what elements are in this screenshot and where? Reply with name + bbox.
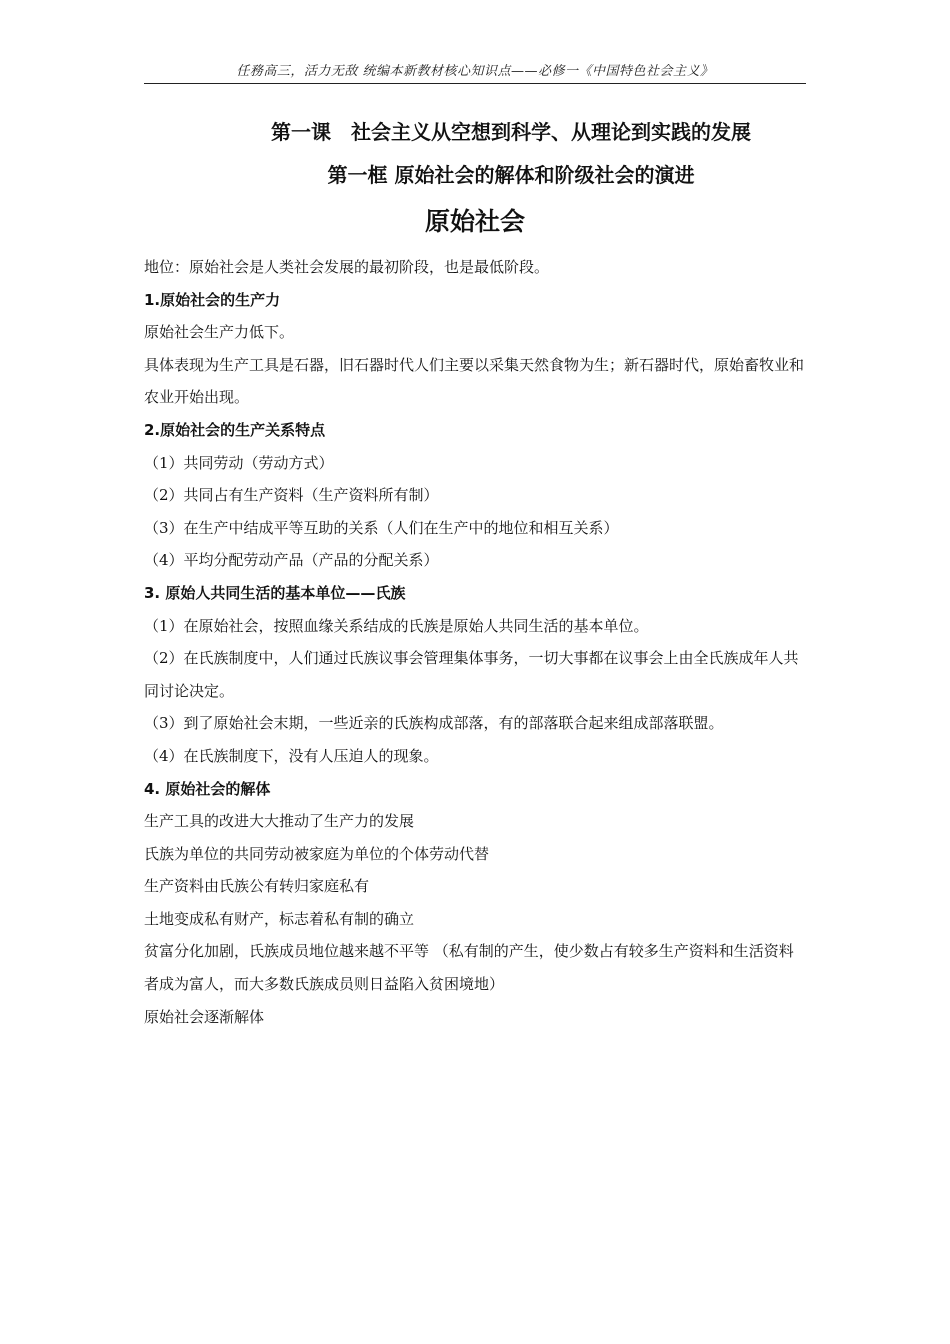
document-body [144,251,806,1033]
frame-title: 第一框 原始社会的解体和阶级社会的演进 [327,163,695,187]
section-heading-relations: 2.原始社会的生产关系特点 [144,420,326,439]
list-item: 生产工具的改进大大推动了生产力的发展 [144,812,415,831]
running-header: 任務高三，活力无敌 统编本新教材核心知识点——必修一《中国特色社会主义》 [236,64,714,79]
section-heading-dissolution: 4. 原始社会的解体 [144,779,271,798]
section-heading-productivity: 1.原始社会的生产力 [144,290,281,309]
list-item: （3）到了原始社会末期，一些近亲的氏族构成部落，有的部落联合起来组成部落联盟。 [144,714,724,733]
lesson-title: 第一课 社会主义从空想到科学、从理论到实践的发展 [271,120,751,144]
list-item: 生产资料由氏族公有转归家庭私有 [144,877,370,896]
section-heading-clan: 3. 原始人共同生活的基本单位——氏族 [144,583,406,602]
paragraph: 原始社会生产力低下。 [144,323,295,342]
list-item: 原始社会逐渐解体 [144,1007,265,1026]
list-item: （4）在氏族制度下，没有人压迫人的现象。 [144,746,439,765]
list-item: （4）平均分配劳动产品（产品的分配关系） [144,551,439,570]
topic-title: 原始社会 [424,207,525,236]
paragraph: 具体表现为生产工具是石器，旧石器时代人们主要以采集天然食物为生；新石器时代，原始畜牧业和农业开始出现。 [144,355,805,407]
list-item: （3）在生产中结成平等互助的关系（人们在生产中的地位和相互关系） [144,518,619,537]
list-item: （1）在原始社会，按照血缘关系结成的氏族是原始人共同生活的基本单位。 [144,616,649,635]
list-item: 氏族为单位的共同劳动被家庭为单位的个体劳动代替 [144,844,490,863]
list-item: 土地变成私有财产，标志着私有制的确立 [144,909,415,928]
list-item: （1）共同劳动（劳动方式） [144,453,334,472]
list-item: （2）共同占有生产资料（生产资料所有制） [144,486,439,505]
header-rule [144,83,806,84]
status-paragraph: 地位：原始社会是人类社会发展的最初阶段，也是最低阶段。 [144,258,550,276]
list-item: （2）在氏族制度中，人们通过氏族议事会管理集体事务，一切大事都在议事会上由全氏族成年人共同讨论决定。 [144,649,799,700]
list-item: 贫富分化加剧，氏族成员地位越来越不平等 （私有制的产生，使少数占有较多生产资料和生活资料者成为富人，而大多数氏族成员则日益陷入贫困境地） [144,942,794,994]
